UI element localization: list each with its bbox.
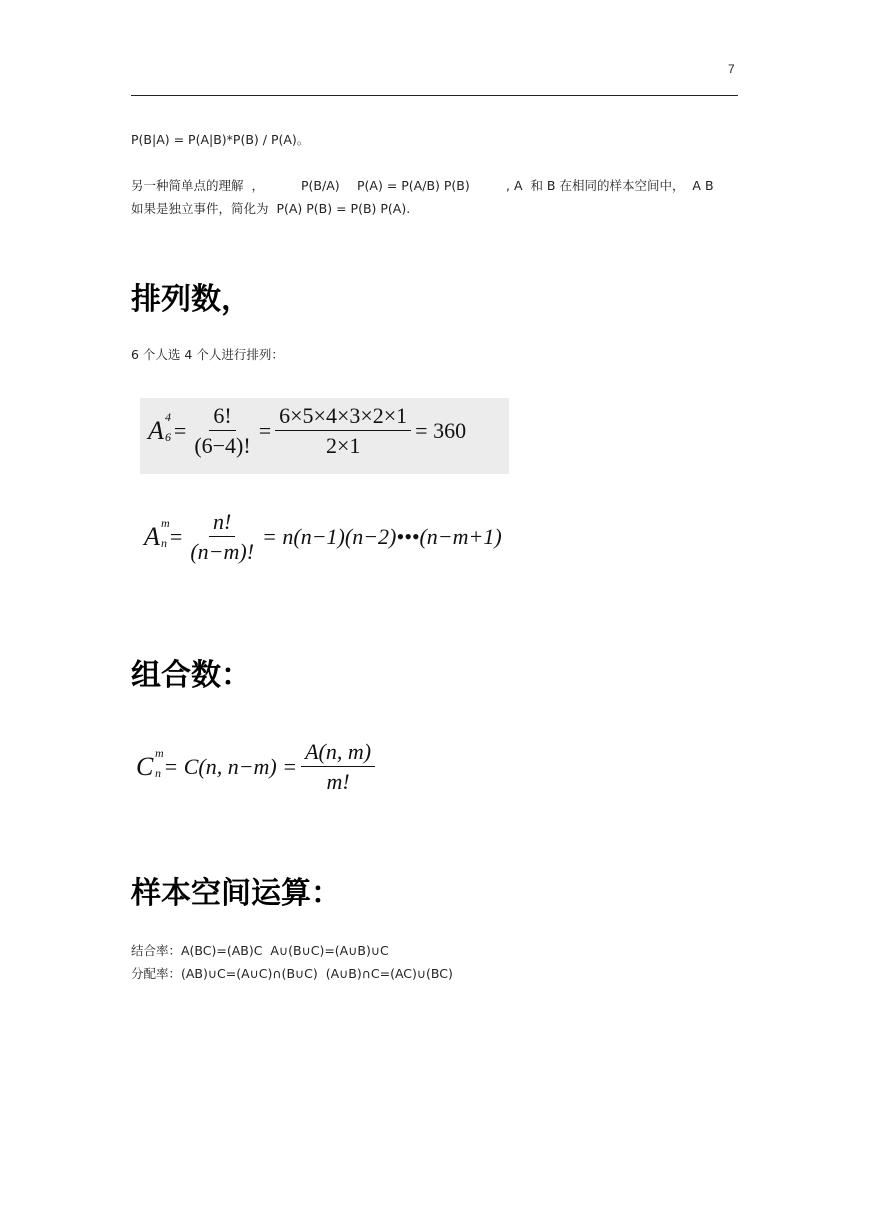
permutation-intro: 6 个人选 4 个人进行排列：	[131, 347, 284, 362]
permutation-example-formula: A 4 6 = $\frac{6!}{(6-4)!}$ = $\frac{6\times 5\times 4\times 3\times 2\times 1}{2\times 1}$ = 360	[140, 398, 509, 474]
sample-space-heading: 样本空间运算：	[131, 876, 341, 911]
bayes-independent-line: 如果是独立事件，简化为 P(A) P(B) = P(B) P(A).	[131, 201, 411, 216]
bayes-explanation-d: , A 和 B 在相同的样本空间中， A B	[506, 178, 714, 193]
header-rule	[131, 95, 738, 96]
combination-symbol: C m n	[136, 745, 164, 781]
permutation-result: = 360	[415, 417, 467, 443]
bayes-formula-line: P(B|A) = P(A|B)*P(B) / P(A)。	[131, 132, 310, 147]
bayes-explanation-a: 另一种简单点的理解 ，	[131, 178, 264, 193]
bayes-explanation-c: P(A) = P(A/B) P(B)	[357, 178, 470, 193]
bayes-explanation-b: P(B/A)	[301, 178, 340, 193]
fraction-denominator: (6−4)!	[194, 433, 251, 459]
combination-heading: 组合数：	[131, 658, 251, 693]
page-number: 7	[728, 62, 735, 76]
fraction-denominator: m!	[326, 769, 350, 795]
fraction-numerator: n!	[209, 510, 235, 537]
fraction-numerator: A(n, m)	[301, 740, 375, 767]
fraction-numerator: 6×5×4×3×2×1	[275, 404, 411, 431]
permutation-heading: 排列数，	[131, 282, 251, 317]
associative-law: 结合率：A(BC)=(AB)C A∪(B∪C)=(A∪B)∪C	[131, 943, 389, 958]
permutation-symbol: A 4 6	[148, 409, 171, 445]
permutation-general-formula: A m n = $\frac{n!}{(n-m)!}$ = n(n−1)(n−2)•••(n−m+1)	[144, 509, 502, 565]
fraction-numerator: 6!	[209, 404, 235, 431]
permutation-symbol: A m n	[144, 515, 170, 551]
combination-middle: = C(n, n−m) =	[163, 753, 298, 779]
fraction-denominator: (n−m)!	[190, 539, 255, 565]
distributive-law: 分配率：(AB)∪C=(A∪C)∩(B∪C) (A∪B)∩C=(AC)∪(BC)	[131, 966, 453, 981]
fraction-denominator: 2×1	[325, 433, 361, 459]
combination-formula	[136, 738, 406, 802]
permutation-expansion: = n(n−1)(n−2)•••(n−m+1)	[262, 523, 502, 549]
